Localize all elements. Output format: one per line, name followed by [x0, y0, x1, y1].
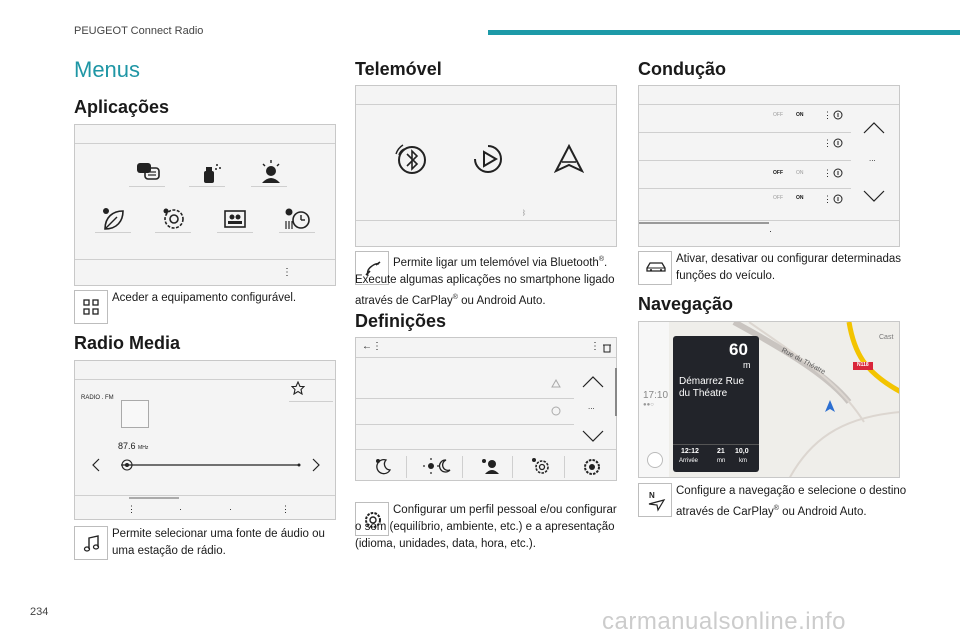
definicoes-description: Configurar um perfil pessoal e/ou configurar o som (equilíbrio, ambiente, etc.) e a apresentação (idioma, unidades, data, hora, etc.). — [355, 504, 617, 550]
distance-unit: m — [743, 360, 751, 370]
conducao-more-icon[interactable]: ... — [869, 154, 876, 163]
warning-icon — [551, 379, 561, 388]
registered-mark-2: ® — [452, 293, 458, 301]
power-gear-icon[interactable] — [582, 457, 602, 475]
duration-unit: mn — [717, 458, 726, 464]
remaining-value: 10,0 — [735, 448, 749, 455]
telemovel-desc-part-2: . Execute algumas aplicações no smartphone ligado através de CarPlay — [355, 256, 615, 307]
street-label: Rue du Théatre — [780, 347, 827, 376]
navegacao-screen — [638, 321, 900, 478]
car-icon — [645, 261, 667, 275]
radio-menu-icon[interactable]: ⋮ — [281, 504, 290, 514]
radio-source-label: RADIO . FM — [81, 395, 114, 401]
radio-media-screen — [74, 360, 336, 520]
radio-media-heading: Radio Media — [74, 333, 181, 353]
navegacao-heading: Navegação — [638, 294, 734, 314]
bluetooth-icon[interactable] — [394, 142, 428, 176]
row-1-menu-icon[interactable]: ⋮ — [823, 110, 832, 120]
play-icon[interactable] — [472, 143, 504, 175]
toggle-1-on[interactable]: ON — [796, 112, 804, 118]
nav-arrow-icon — [646, 490, 666, 512]
row-3-menu-icon[interactable]: ⋮ — [823, 168, 832, 178]
row-4-menu-icon[interactable]: ⋮ — [823, 194, 832, 204]
conducao-description: Ativar, desativar ou configurar determinadas funções do veículo. — [676, 253, 902, 282]
moon-icon[interactable] — [374, 457, 392, 475]
leaf-icon[interactable] — [101, 207, 127, 231]
telemovel-description — [355, 251, 620, 310]
row-1-info-icon[interactable] — [833, 110, 843, 120]
info-icon — [551, 406, 561, 416]
registered-mark: ® — [598, 256, 604, 263]
contact-card-icon[interactable] — [223, 209, 247, 229]
aplicacoes-description: Aceder a equipamento configurável. — [112, 292, 297, 304]
arrival-time: 12:12 — [681, 448, 699, 455]
nav-home-button[interactable] — [647, 452, 663, 468]
remaining-unit: km — [739, 458, 747, 464]
music-note-icon — [83, 535, 101, 553]
frequency-unit: MHz — [138, 445, 149, 451]
arrival-label: Arrivée — [679, 458, 699, 464]
telemovel-desc-part-1: Permite ligar um telemóvel via Bluetooth — [393, 256, 599, 269]
android-auto-icon[interactable] — [554, 144, 584, 174]
guidance-instruction: Démarrez Rue du Théatre — [679, 376, 745, 399]
duration-value: 21 — [717, 448, 725, 455]
radio-dot-icon-2[interactable]: · — [229, 504, 232, 514]
grid-apps-icon — [83, 299, 99, 315]
map-label: Cast — [879, 334, 894, 341]
row-3-info-icon[interactable] — [833, 168, 843, 178]
clock-readout: 17:10 — [643, 390, 669, 401]
row-4-info-icon[interactable] — [833, 194, 843, 204]
nav-desc-part-2: ou Android Auto. — [778, 505, 867, 518]
toggle-3-on[interactable]: ON — [796, 170, 804, 176]
radio-dot-icon[interactable]: · — [179, 504, 182, 514]
station-logo-placeholder — [121, 400, 149, 428]
grid-apps-icon-box — [74, 290, 108, 324]
row-2-info-icon[interactable] — [833, 138, 843, 148]
nav-desc-part-1: Configure a navegação e selecione o destino através de CarPlay — [676, 485, 907, 518]
telemovel-screen — [355, 85, 617, 247]
conducao-screen — [638, 85, 900, 247]
running-header: PEUGEOT Connect Radio — [74, 25, 204, 37]
star-icon[interactable] — [291, 381, 305, 395]
signal-icon: ●●○ — [643, 402, 654, 408]
settings-gauge-icon[interactable] — [161, 207, 187, 231]
telemovel-desc-part-3: ou Android Auto. — [457, 294, 546, 307]
definicoes-menu-icon[interactable]: ⋮ — [590, 341, 600, 352]
spray-icon[interactable] — [199, 161, 223, 185]
toggle-4-on[interactable]: ON — [796, 195, 804, 201]
toggle-1-off[interactable]: OFF — [773, 112, 783, 118]
header-accent-bar — [488, 30, 960, 35]
chat-bubbles-icon[interactable] — [135, 161, 163, 185]
navegacao-description — [676, 483, 912, 521]
aplicacoes-heading: Aplicações — [74, 97, 170, 117]
radio-frequency — [118, 441, 148, 451]
menu-dots-icon[interactable]: ⋮ — [282, 267, 292, 278]
svg-text:N: N — [649, 491, 655, 500]
row-2-menu-icon[interactable]: ⋮ — [823, 138, 832, 148]
definicoes-heading: Definições — [355, 311, 447, 331]
definicoes-screen — [355, 337, 617, 481]
frequency-slider[interactable] — [91, 455, 323, 475]
trash-icon[interactable] — [602, 343, 612, 353]
conducao-chevron-down-icon[interactable] — [863, 190, 885, 202]
profile-icon[interactable] — [480, 457, 500, 475]
conducao-heading: Condução — [638, 59, 726, 79]
gear-icon[interactable] — [530, 457, 550, 475]
menus-title: Menus — [74, 57, 141, 82]
conducao-dot-icon[interactable]: · — [769, 226, 772, 236]
radio-dots-icon[interactable]: ⋮ — [127, 504, 136, 514]
telemovel-heading: Telemóvel — [355, 59, 442, 79]
clock-settings-icon[interactable] — [283, 207, 311, 231]
bluetooth-status-icon: ᛒ — [522, 210, 527, 217]
road-label: N118 — [857, 362, 869, 368]
chevron-down-icon[interactable] — [582, 430, 604, 442]
chevron-up-icon[interactable] — [582, 376, 604, 388]
frequency-value: 87.6 — [118, 441, 136, 451]
back-arrow-icon[interactable]: ←⋮ — [362, 341, 382, 352]
conducao-chevron-up-icon[interactable] — [863, 122, 885, 134]
brightness-moon-icon[interactable] — [422, 457, 452, 475]
toggle-3-off[interactable]: OFF — [773, 170, 783, 176]
toggle-4-off[interactable]: OFF — [773, 195, 783, 201]
car-icon-box — [638, 251, 672, 285]
watermark: carmanualsonline.info — [602, 608, 846, 635]
aplicacoes-screen — [74, 124, 336, 286]
nav-arrow-icon-box — [638, 483, 672, 517]
nav-registered-mark: ® — [773, 505, 779, 512]
music-note-icon-box — [74, 526, 108, 560]
user-light-icon[interactable] — [259, 159, 283, 185]
page-number: 234 — [30, 606, 49, 618]
distance-value: 60 — [729, 340, 748, 359]
guidance-card — [673, 336, 759, 472]
definicoes-more-icon[interactable]: ... — [588, 402, 595, 411]
radio-media-description: Permite selecionar uma fonte de áudio ou uma estação de rádio. — [112, 528, 325, 557]
